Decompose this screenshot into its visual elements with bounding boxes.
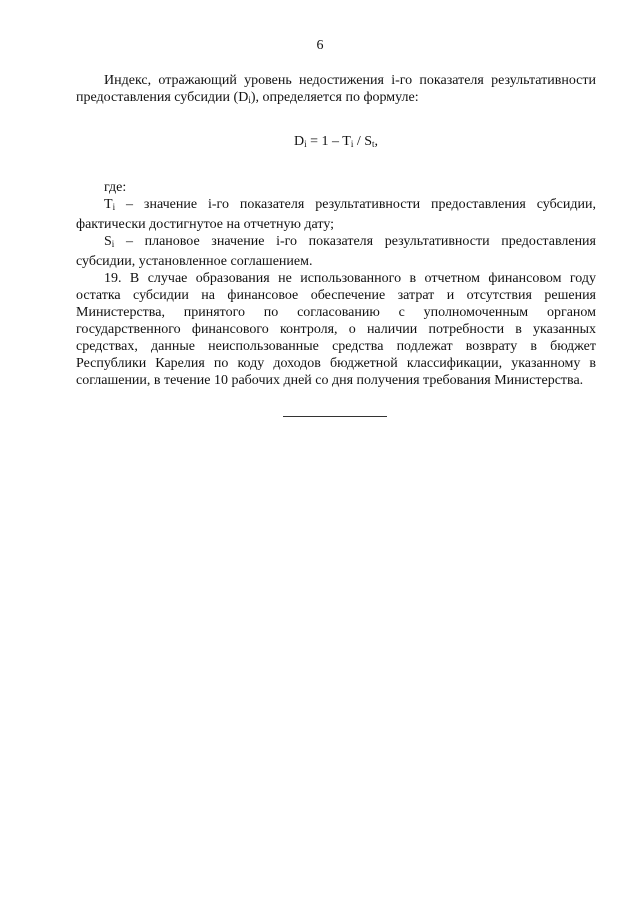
def-s-symbol: S [104,234,112,249]
formula-lhs: D [293,134,305,149]
end-separator-line [283,416,387,417]
formula-lhs-sub: i [304,139,307,149]
clause-19: 19. В случае образования не использованного в отчетном финансовом году остатка субсидии на финансовое обеспечение затрат и отсутствия решения Министерства, принятого по согласованию с уполномоченным органом государственного финансового контроля, о наличии потребности в указанных средствах, данные неиспользованные средства подлежат возврату в бюджет Республики Карелия по коду доходов бюджетной классификации, указанному в соглашении, в течение 10 рабочих дней со дня получения требования Министерства. [76,271,596,388]
intro-tail: ), определяется по формуле: [250,90,419,105]
formula-eq: = 1 – T [306,134,351,149]
formula-end: , [374,134,379,149]
formula-slash: / S [353,134,373,149]
formula [76,133,596,153]
where-label: где: [104,180,127,195]
def-t-text: – значение i-го показателя результативности предоставления субсидии, фактически достигнутое на отчетную дату; [76,197,596,232]
document-body [76,72,596,389]
definition-t [76,196,596,233]
intro-subscript: i [248,95,251,105]
def-t-symbol: T [104,197,113,212]
def-s-text: – плановое значение i-го показателя результативности предоставления субсидии, установленное соглашением. [76,234,596,269]
intro-text: Индекс, отражающий уровень недостижения i-го показателя результативности предоставления субсидии (D [76,73,596,105]
def-t-sub: i [112,202,116,212]
formula-s-sub: t [372,139,375,149]
intro-paragraph [76,72,596,109]
formula-t-sub: i [350,139,354,149]
page-number: 6 [316,38,324,53]
def-s-sub: i [111,239,115,249]
definition-s [76,233,596,270]
